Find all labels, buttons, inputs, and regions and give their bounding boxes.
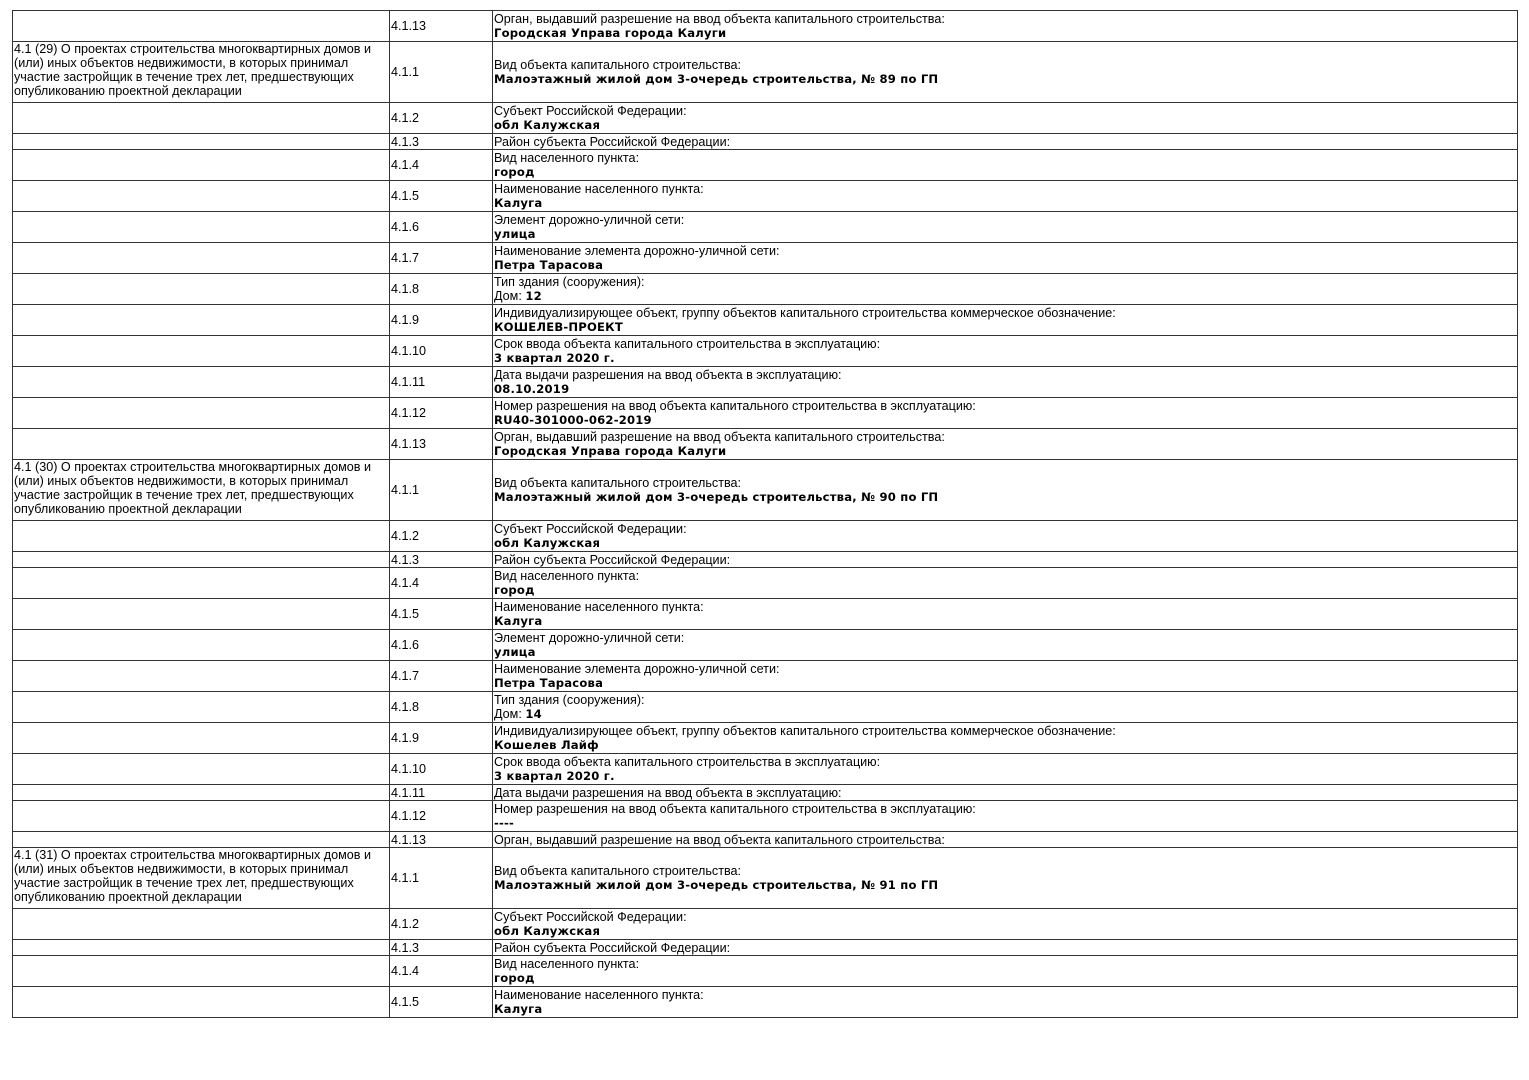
item-value-line bbox=[494, 878, 1516, 892]
section-cell bbox=[13, 599, 390, 630]
item-label: Наименование населенного пункта: bbox=[494, 182, 704, 196]
item-value-line bbox=[494, 382, 1516, 396]
item-content bbox=[493, 754, 1518, 785]
item-value: Петра Тарасова bbox=[494, 676, 604, 690]
item-label: Элемент дорожно-уличной сети: bbox=[494, 213, 685, 227]
item-value: ---- bbox=[494, 816, 515, 830]
item-content bbox=[493, 274, 1518, 305]
item-value-line bbox=[494, 490, 1516, 504]
table-row bbox=[13, 754, 1518, 785]
table-row bbox=[13, 661, 1518, 692]
item-content bbox=[493, 336, 1518, 367]
section-cell bbox=[13, 398, 390, 429]
item-label: Вид населенного пункта: bbox=[494, 151, 640, 165]
item-label: Вид объекта капитального строительства: bbox=[494, 864, 742, 878]
section-cell bbox=[13, 552, 390, 568]
item-value: 3 квартал 2020 г. bbox=[494, 769, 615, 783]
section-cell bbox=[13, 134, 390, 150]
section-cell bbox=[13, 723, 390, 754]
table-row bbox=[13, 987, 1518, 1018]
item-label: Орган, выдавший разрешение на ввод объекта капитального строительства: bbox=[494, 832, 945, 847]
item-content bbox=[493, 909, 1518, 940]
item-label: Срок ввода объекта капитального строительства в эксплуатацию: bbox=[494, 337, 881, 351]
item-value-prefix: Дом: bbox=[494, 289, 526, 303]
item-label: Вид объекта капитального строительства: bbox=[494, 476, 742, 490]
item-code: 4.1.13 bbox=[390, 832, 493, 848]
table-row bbox=[13, 429, 1518, 460]
item-content bbox=[493, 398, 1518, 429]
item-code: 4.1.9 bbox=[390, 723, 493, 754]
section-cell bbox=[13, 11, 390, 42]
table-row bbox=[13, 367, 1518, 398]
section-cell bbox=[13, 661, 390, 692]
item-value-line bbox=[494, 583, 1516, 597]
item-code: 4.1.11 bbox=[390, 367, 493, 398]
item-label: Орган, выдавший разрешение на ввод объекта капитального строительства: bbox=[494, 12, 945, 26]
section-cell bbox=[13, 305, 390, 336]
item-content bbox=[493, 552, 1518, 568]
item-content bbox=[493, 987, 1518, 1018]
table-row bbox=[13, 848, 1518, 909]
item-content bbox=[493, 305, 1518, 336]
item-value-line bbox=[494, 769, 1516, 783]
item-content bbox=[493, 134, 1518, 150]
table-row bbox=[13, 398, 1518, 429]
item-code: 4.1.7 bbox=[390, 661, 493, 692]
table-row bbox=[13, 552, 1518, 568]
item-code: 4.1.4 bbox=[390, 956, 493, 987]
item-code: 4.1.2 bbox=[390, 909, 493, 940]
table-row bbox=[13, 212, 1518, 243]
item-content bbox=[493, 243, 1518, 274]
section-cell bbox=[13, 630, 390, 661]
table-row bbox=[13, 42, 1518, 103]
section-cell bbox=[13, 429, 390, 460]
item-value-line bbox=[494, 738, 1516, 752]
item-value: Калуга bbox=[494, 196, 543, 210]
item-value-line bbox=[494, 413, 1516, 427]
item-content bbox=[493, 521, 1518, 552]
section-cell bbox=[13, 521, 390, 552]
item-value-line bbox=[494, 924, 1516, 938]
section-cell bbox=[13, 568, 390, 599]
item-value-line bbox=[494, 26, 1516, 40]
item-label: Наименование населенного пункта: bbox=[494, 600, 704, 614]
table-row bbox=[13, 150, 1518, 181]
item-code: 4.1.4 bbox=[390, 150, 493, 181]
table-row bbox=[13, 460, 1518, 521]
item-content bbox=[493, 103, 1518, 134]
item-content bbox=[493, 367, 1518, 398]
item-code: 4.1.9 bbox=[390, 305, 493, 336]
section-cell bbox=[13, 103, 390, 134]
table-row bbox=[13, 801, 1518, 832]
section-cell bbox=[13, 336, 390, 367]
item-code: 4.1.13 bbox=[390, 429, 493, 460]
item-content bbox=[493, 181, 1518, 212]
table-row bbox=[13, 692, 1518, 723]
item-code: 4.1.10 bbox=[390, 754, 493, 785]
item-label: Субъект Российской Федерации: bbox=[494, 104, 687, 118]
item-value-line bbox=[494, 258, 1516, 272]
item-code: 4.1.4 bbox=[390, 568, 493, 599]
item-code: 4.1.3 bbox=[390, 940, 493, 956]
section-cell bbox=[13, 987, 390, 1018]
item-value: обл Калужская bbox=[494, 536, 601, 550]
table-row bbox=[13, 274, 1518, 305]
item-value: Петра Тарасова bbox=[494, 258, 604, 272]
item-value-line bbox=[494, 165, 1516, 179]
section-cell: 4.1 (29) О проектах строительства многоквартирных домов и (или) иных объектов недвижимости, в которых принимал участие застройщик в течение трех лет, предшествующих опубликованию проектной декларации bbox=[13, 42, 390, 103]
item-code: 4.1.13 bbox=[390, 11, 493, 42]
item-label: Район субъекта Российской Федерации: bbox=[494, 552, 731, 567]
item-value: обл Калужская bbox=[494, 924, 601, 938]
item-code: 4.1.2 bbox=[390, 521, 493, 552]
table-row bbox=[13, 785, 1518, 801]
section-cell bbox=[13, 243, 390, 274]
item-label: Индивидуализирующее объект, группу объектов капитального строительства коммерческое обозначение: bbox=[494, 724, 1116, 738]
item-label: Дата выдачи разрешения на ввод объекта в эксплуатацию: bbox=[494, 785, 842, 800]
item-code: 4.1.2 bbox=[390, 103, 493, 134]
item-value: Кошелев Лайф bbox=[494, 738, 599, 752]
item-label: Дата выдачи разрешения на ввод объекта в эксплуатацию: bbox=[494, 368, 842, 382]
item-value: КОШЕЛЕВ-ПРОЕКТ bbox=[494, 320, 623, 334]
section-cell bbox=[13, 212, 390, 243]
item-value-line bbox=[494, 676, 1516, 690]
item-content bbox=[493, 956, 1518, 987]
item-code: 4.1.10 bbox=[390, 336, 493, 367]
item-value-line bbox=[494, 320, 1516, 334]
table-row bbox=[13, 568, 1518, 599]
table-row bbox=[13, 181, 1518, 212]
item-code: 4.1.3 bbox=[390, 134, 493, 150]
item-code: 4.1.6 bbox=[390, 212, 493, 243]
item-value-line bbox=[494, 536, 1516, 550]
item-label: Срок ввода объекта капитального строительства в эксплуатацию: bbox=[494, 755, 881, 769]
item-value: Калуга bbox=[494, 1002, 543, 1016]
item-label: Наименование населенного пункта: bbox=[494, 988, 704, 1002]
item-code: 4.1.8 bbox=[390, 274, 493, 305]
item-value: город bbox=[494, 971, 535, 985]
section-cell bbox=[13, 754, 390, 785]
item-value: RU40-301000-062-2019 bbox=[494, 413, 652, 427]
item-code: 4.1.1 bbox=[390, 460, 493, 521]
table-row bbox=[13, 940, 1518, 956]
item-label: Тип здания (сооружения): bbox=[494, 275, 645, 289]
item-value-line bbox=[494, 971, 1516, 985]
item-value-line bbox=[494, 227, 1516, 241]
item-code: 4.1.5 bbox=[390, 599, 493, 630]
item-label: Номер разрешения на ввод объекта капитального строительства в эксплуатацию: bbox=[494, 802, 976, 816]
item-content bbox=[493, 212, 1518, 243]
item-content bbox=[493, 42, 1518, 103]
item-value-line bbox=[494, 196, 1516, 210]
table-row bbox=[13, 336, 1518, 367]
item-code: 4.1.3 bbox=[390, 552, 493, 568]
item-value-line bbox=[494, 707, 1516, 721]
item-code: 4.1.1 bbox=[390, 42, 493, 103]
item-value-line bbox=[494, 118, 1516, 132]
item-content bbox=[493, 150, 1518, 181]
item-value: 3 квартал 2020 г. bbox=[494, 351, 615, 365]
table-row bbox=[13, 103, 1518, 134]
item-label: Вид объекта капитального строительства: bbox=[494, 58, 742, 72]
item-value: обл Калужская bbox=[494, 118, 601, 132]
item-value-prefix: Дом: bbox=[494, 707, 526, 721]
item-value: 14 bbox=[525, 707, 542, 721]
section-cell: 4.1 (30) О проектах строительства многоквартирных домов и (или) иных объектов недвижимости, в которых принимал участие застройщик в течение трех лет, предшествующих опубликованию проектной декларации bbox=[13, 460, 390, 521]
item-code: 4.1.5 bbox=[390, 987, 493, 1018]
section-cell bbox=[13, 367, 390, 398]
item-label: Район субъекта Российской Федерации: bbox=[494, 134, 731, 149]
item-value: улица bbox=[494, 645, 536, 659]
section-cell bbox=[13, 150, 390, 181]
table-row bbox=[13, 630, 1518, 661]
table-body bbox=[13, 11, 1518, 1018]
table-row bbox=[13, 832, 1518, 848]
item-value-line bbox=[494, 72, 1516, 86]
item-content bbox=[493, 832, 1518, 848]
table-row bbox=[13, 305, 1518, 336]
item-label: Наименование элемента дорожно-уличной сети: bbox=[494, 244, 780, 258]
item-code: 4.1.7 bbox=[390, 243, 493, 274]
section-cell bbox=[13, 832, 390, 848]
item-code: 4.1.1 bbox=[390, 848, 493, 909]
table-row bbox=[13, 956, 1518, 987]
item-content bbox=[493, 723, 1518, 754]
item-value-line bbox=[494, 289, 1516, 303]
section-cell bbox=[13, 956, 390, 987]
item-content bbox=[493, 630, 1518, 661]
declaration-table bbox=[12, 10, 1518, 1018]
table-row bbox=[13, 909, 1518, 940]
table-row bbox=[13, 134, 1518, 150]
item-content bbox=[493, 599, 1518, 630]
section-cell bbox=[13, 940, 390, 956]
item-content bbox=[493, 11, 1518, 42]
item-value: город bbox=[494, 165, 535, 179]
section-cell bbox=[13, 801, 390, 832]
item-content bbox=[493, 801, 1518, 832]
item-value: Калуга bbox=[494, 614, 543, 628]
item-value: улица bbox=[494, 227, 536, 241]
item-code: 4.1.6 bbox=[390, 630, 493, 661]
section-cell bbox=[13, 181, 390, 212]
item-label: Вид населенного пункта: bbox=[494, 569, 640, 583]
item-content bbox=[493, 661, 1518, 692]
item-value: Малоэтажный жилой дом 3-очередь строительства, № 91 по ГП bbox=[494, 878, 939, 892]
item-content bbox=[493, 568, 1518, 599]
item-label: Тип здания (сооружения): bbox=[494, 693, 645, 707]
item-code: 4.1.12 bbox=[390, 398, 493, 429]
item-code: 4.1.11 bbox=[390, 785, 493, 801]
item-value: Городская Управа города Калуги bbox=[494, 444, 727, 458]
item-label: Район субъекта Российской Федерации: bbox=[494, 940, 731, 955]
table-row bbox=[13, 243, 1518, 274]
table-row bbox=[13, 723, 1518, 754]
item-label: Наименование элемента дорожно-уличной сети: bbox=[494, 662, 780, 676]
item-value-line bbox=[494, 614, 1516, 628]
item-content bbox=[493, 460, 1518, 521]
item-value: 12 bbox=[525, 289, 542, 303]
section-cell bbox=[13, 274, 390, 305]
item-code: 4.1.12 bbox=[390, 801, 493, 832]
item-label: Элемент дорожно-уличной сети: bbox=[494, 631, 685, 645]
item-content bbox=[493, 692, 1518, 723]
item-label: Субъект Российской Федерации: bbox=[494, 910, 687, 924]
table-row bbox=[13, 11, 1518, 42]
item-value-line bbox=[494, 645, 1516, 659]
item-value: Малоэтажный жилой дом 3-очередь строительства, № 90 по ГП bbox=[494, 490, 939, 504]
item-value: 08.10.2019 bbox=[494, 382, 570, 396]
table-row bbox=[13, 521, 1518, 552]
item-value-line bbox=[494, 1002, 1516, 1016]
item-code: 4.1.5 bbox=[390, 181, 493, 212]
item-content bbox=[493, 940, 1518, 956]
item-label: Индивидуализирующее объект, группу объектов капитального строительства коммерческое обозначение: bbox=[494, 306, 1116, 320]
section-cell bbox=[13, 785, 390, 801]
section-cell bbox=[13, 692, 390, 723]
item-content bbox=[493, 785, 1518, 801]
section-cell: 4.1 (31) О проектах строительства многоквартирных домов и (или) иных объектов недвижимости, в которых принимал участие застройщик в течение трех лет, предшествующих опубликованию проектной декларации bbox=[13, 848, 390, 909]
item-label: Номер разрешения на ввод объекта капитального строительства в эксплуатацию: bbox=[494, 399, 976, 413]
item-value-line bbox=[494, 351, 1516, 365]
item-content bbox=[493, 429, 1518, 460]
item-label: Вид населенного пункта: bbox=[494, 957, 640, 971]
item-value: Городская Управа города Калуги bbox=[494, 26, 727, 40]
section-cell bbox=[13, 909, 390, 940]
item-label: Субъект Российской Федерации: bbox=[494, 522, 687, 536]
item-value-line bbox=[494, 444, 1516, 458]
item-value: город bbox=[494, 583, 535, 597]
item-label: Орган, выдавший разрешение на ввод объекта капитального строительства: bbox=[494, 430, 945, 444]
item-code: 4.1.8 bbox=[390, 692, 493, 723]
item-content bbox=[493, 848, 1518, 909]
item-value: Малоэтажный жилой дом 3-очередь строительства, № 89 по ГП bbox=[494, 72, 939, 86]
table-row bbox=[13, 599, 1518, 630]
item-value-line bbox=[494, 816, 1516, 830]
